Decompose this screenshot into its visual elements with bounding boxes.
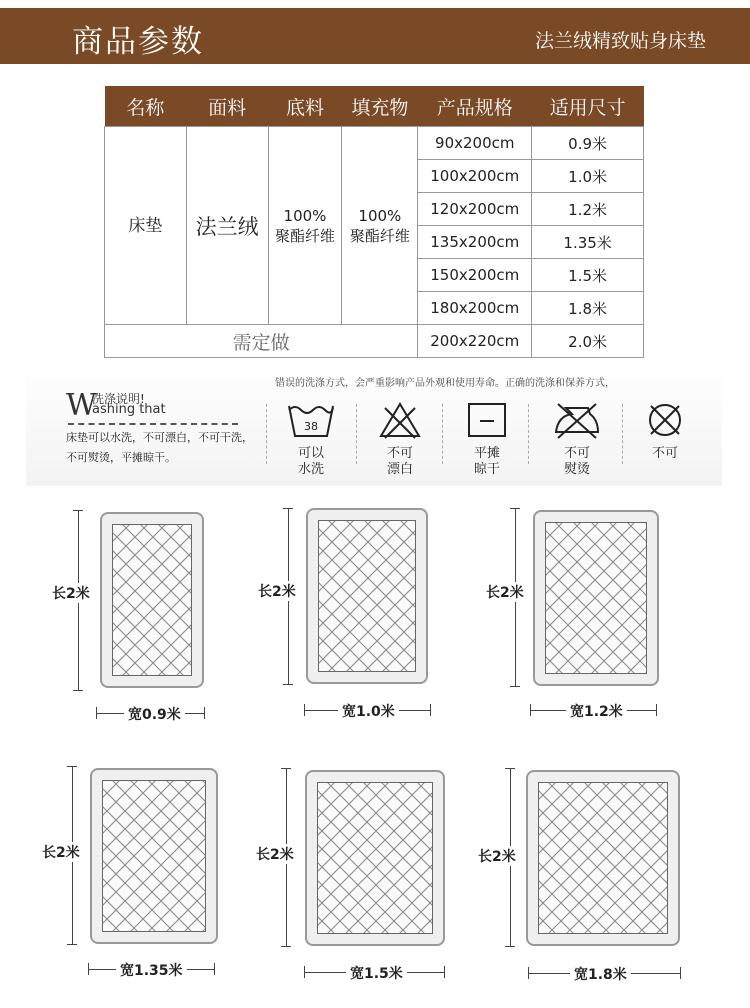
quilt-line — [538, 782, 610, 934]
quilt-line — [327, 782, 433, 934]
quilt-line — [656, 782, 668, 934]
dimension-tick — [96, 707, 97, 719]
quilt-line — [102, 780, 206, 932]
quilt-line — [400, 520, 416, 672]
quilt-line — [381, 782, 433, 934]
no-bleach-icon — [375, 400, 425, 440]
quilt-border — [103, 781, 206, 932]
divider — [266, 404, 267, 464]
header-banner — [0, 8, 750, 64]
quilt-line — [327, 782, 433, 934]
dimension-tick — [304, 966, 305, 978]
dimension-tick — [505, 946, 515, 947]
size-cell: 0.9米 — [532, 127, 644, 160]
width-label: 宽1.0米 — [338, 701, 399, 721]
spec-cell: 200x220cm — [418, 325, 532, 358]
quilt-line — [318, 520, 390, 672]
spec-table-header — [105, 86, 644, 127]
quilt-line — [130, 780, 206, 932]
spec-cell: 90x200cm — [418, 127, 532, 160]
quilt-line — [538, 782, 592, 934]
dimension-tick — [204, 707, 205, 719]
dimension-tick — [73, 510, 83, 511]
spec-cell: 180x200cm — [418, 292, 532, 325]
length-label: 长2米 — [256, 844, 294, 864]
quilt-line — [584, 782, 668, 934]
quilt-line — [102, 780, 206, 932]
quilt-line — [102, 780, 206, 932]
quilt-pattern — [318, 520, 416, 672]
quilt-pattern — [538, 782, 668, 934]
fabric-cell: 法兰绒 — [186, 127, 268, 325]
dimension-tick — [656, 704, 657, 716]
quilt-line — [417, 782, 433, 934]
quilt-line — [602, 782, 668, 934]
quilt-line — [317, 782, 433, 934]
dimension-tick — [67, 766, 77, 767]
quilt-line — [364, 520, 416, 672]
no-dryclean-icon — [640, 400, 690, 440]
quilt-pattern — [112, 524, 192, 676]
quilt-pattern — [102, 780, 206, 932]
quilt-line — [591, 522, 647, 674]
icon-label: 不可 — [651, 446, 678, 461]
length-label: 长2米 — [486, 582, 524, 602]
dimension-tick — [528, 967, 529, 979]
quilt-line — [545, 522, 599, 674]
page-title: 商品参数 — [72, 24, 204, 60]
quilt-line — [538, 782, 664, 934]
length-label: 长2米 — [478, 846, 516, 866]
length-label: 长2米 — [258, 581, 296, 601]
size-cell: 1.35米 — [532, 226, 644, 259]
quilt-line — [166, 780, 206, 932]
col-header: 产品规格 — [418, 86, 532, 127]
dimension-tick — [73, 690, 83, 691]
dimension-tick — [281, 768, 291, 769]
quilt-line — [538, 782, 664, 934]
washing-description: 床垫可以水洗，不可漂白，不可干洗，不可熨烫，平摊晾干。 — [66, 431, 253, 464]
quilt-line — [112, 524, 192, 676]
quilt-line — [317, 782, 371, 934]
dimension-tick — [281, 946, 291, 947]
wash-temp-label: 38 — [304, 420, 318, 433]
product-name-cell: 床垫 — [105, 127, 187, 325]
spec-cell: 120x200cm — [418, 193, 532, 226]
base-cell: 100% 聚酯纤维 — [268, 127, 342, 325]
quilt-line — [566, 782, 668, 934]
size-cell: 1.8米 — [532, 292, 644, 325]
quilt-line — [538, 782, 646, 934]
quilt-line — [317, 782, 425, 934]
custom-note-cell: 需定做 — [105, 325, 418, 358]
flat-dry-icon — [462, 400, 512, 440]
quilt-line — [538, 782, 646, 934]
quilt-line — [176, 524, 192, 676]
dimension-tick — [680, 967, 681, 979]
width-label: 宽1.8米 — [570, 964, 631, 984]
quilt-line — [538, 782, 610, 934]
quilt-line — [140, 524, 192, 676]
size-cell: 1.0米 — [532, 160, 644, 193]
dimension-tick — [510, 686, 520, 687]
quilt-line — [102, 780, 206, 932]
quilt-border — [318, 783, 433, 934]
dimension-tick — [505, 768, 515, 769]
quilt-line — [317, 782, 389, 934]
quilt-line — [176, 524, 192, 676]
size-cell: 2.0米 — [532, 325, 644, 358]
col-header: 面料 — [186, 86, 268, 127]
quilt-line — [317, 782, 433, 934]
quilt-line — [102, 780, 156, 932]
quilt-line — [609, 522, 647, 674]
col-header: 填充物 — [342, 86, 418, 127]
quilt-line — [400, 520, 416, 672]
dimension-tick — [444, 966, 445, 978]
quilt-line — [112, 524, 166, 676]
dimension-tick — [88, 963, 89, 975]
quilt-line — [545, 522, 617, 674]
wash-38-icon — [286, 400, 336, 440]
width-label: 宽1.5米 — [346, 963, 407, 983]
washing-warning: 错误的洗涤方式，会严重影响产品外观和使用寿命。正确的洗涤和保养方式， — [275, 378, 615, 389]
washing-title-en: ashing that — [92, 402, 166, 417]
dimension-tick — [214, 963, 215, 975]
quilt-line — [112, 780, 206, 932]
quilt-line — [317, 782, 371, 934]
quilt-pattern — [545, 522, 647, 674]
quilt-line — [318, 520, 390, 672]
logo-letter: W — [66, 388, 97, 423]
quilt-line — [548, 782, 668, 934]
quilt-line — [102, 780, 206, 932]
quilt-line — [538, 782, 668, 934]
width-label: 宽1.35米 — [116, 960, 187, 980]
quilt-line — [317, 782, 433, 934]
quilt-line — [112, 524, 166, 676]
spec-cell: 135x200cm — [418, 226, 532, 259]
quilt-line — [140, 524, 192, 676]
icon-label: 不可 漂白 — [386, 446, 413, 477]
quilt-line — [538, 782, 668, 934]
quilt-line — [317, 782, 389, 934]
icon-label: 平摊 晾干 — [473, 446, 500, 477]
table-row — [105, 127, 644, 160]
width-label: 宽1.2米 — [566, 701, 627, 721]
length-label: 长2米 — [52, 583, 90, 603]
quilt-line — [317, 782, 433, 934]
quilt-line — [573, 522, 647, 674]
quilt-line — [112, 524, 184, 676]
col-header: 适用尺寸 — [532, 86, 644, 127]
product-subtitle: 法兰绒精致贴身床垫 — [534, 30, 706, 52]
quilt-line — [545, 522, 599, 674]
quilt-line — [381, 782, 433, 934]
col-header: 名称 — [105, 86, 187, 127]
dimension-tick — [283, 508, 293, 509]
icon-label: 不可 熨烫 — [563, 446, 590, 477]
spec-cell: 100x200cm — [418, 160, 532, 193]
spec-cell: 150x200cm — [418, 259, 532, 292]
icon-label: 可以 水洗 — [297, 446, 324, 477]
quilt-line — [148, 780, 206, 932]
divider — [528, 404, 529, 464]
quilt-line — [112, 780, 206, 932]
quilt-line — [102, 780, 174, 932]
quilt-line — [417, 782, 433, 934]
quilt-line — [555, 522, 647, 674]
quilt-line — [102, 780, 174, 932]
dimension-tick — [430, 704, 431, 716]
quilt-pattern — [317, 782, 433, 934]
divider — [622, 404, 623, 464]
quilt-line — [364, 520, 416, 672]
quilt-line — [591, 522, 647, 674]
quilt-line — [318, 520, 372, 672]
quilt-line — [102, 780, 206, 932]
quilt-line — [584, 782, 668, 934]
quilt-line — [102, 780, 156, 932]
quilt-line — [112, 524, 184, 676]
no-iron-icon — [552, 400, 602, 440]
quilt-border — [539, 783, 668, 934]
divider — [356, 404, 357, 464]
dimension-tick — [67, 944, 77, 945]
quilt-line — [656, 782, 668, 934]
dimension-tick — [304, 704, 305, 716]
filling-cell: 100% 聚酯纤维 — [342, 127, 418, 325]
spec-table — [104, 86, 644, 358]
quilt-line — [130, 780, 206, 932]
dimension-tick — [283, 684, 293, 685]
length-label: 长2米 — [42, 842, 80, 862]
washing-title-cn: 洗涤说明! — [92, 392, 145, 406]
width-label: 宽0.9米 — [124, 704, 185, 724]
dimension-tick — [530, 704, 531, 716]
quilt-line — [548, 782, 668, 934]
quilt-line — [166, 780, 206, 932]
size-cell: 1.5米 — [532, 259, 644, 292]
col-header: 底料 — [268, 86, 342, 127]
quilt-line — [545, 522, 617, 674]
quilt-line — [609, 522, 647, 674]
quilt-line — [573, 522, 647, 674]
quilt-line — [317, 782, 425, 934]
divider — [442, 404, 443, 464]
quilt-line — [538, 782, 592, 934]
dimension-tick — [510, 508, 520, 509]
quilt-line — [602, 782, 668, 934]
divider — [68, 423, 238, 425]
size-cell: 1.2米 — [532, 193, 644, 226]
quilt-line — [318, 520, 372, 672]
quilt-line — [555, 522, 647, 674]
quilt-line — [148, 780, 206, 932]
table-row — [105, 325, 644, 358]
quilt-line — [566, 782, 668, 934]
